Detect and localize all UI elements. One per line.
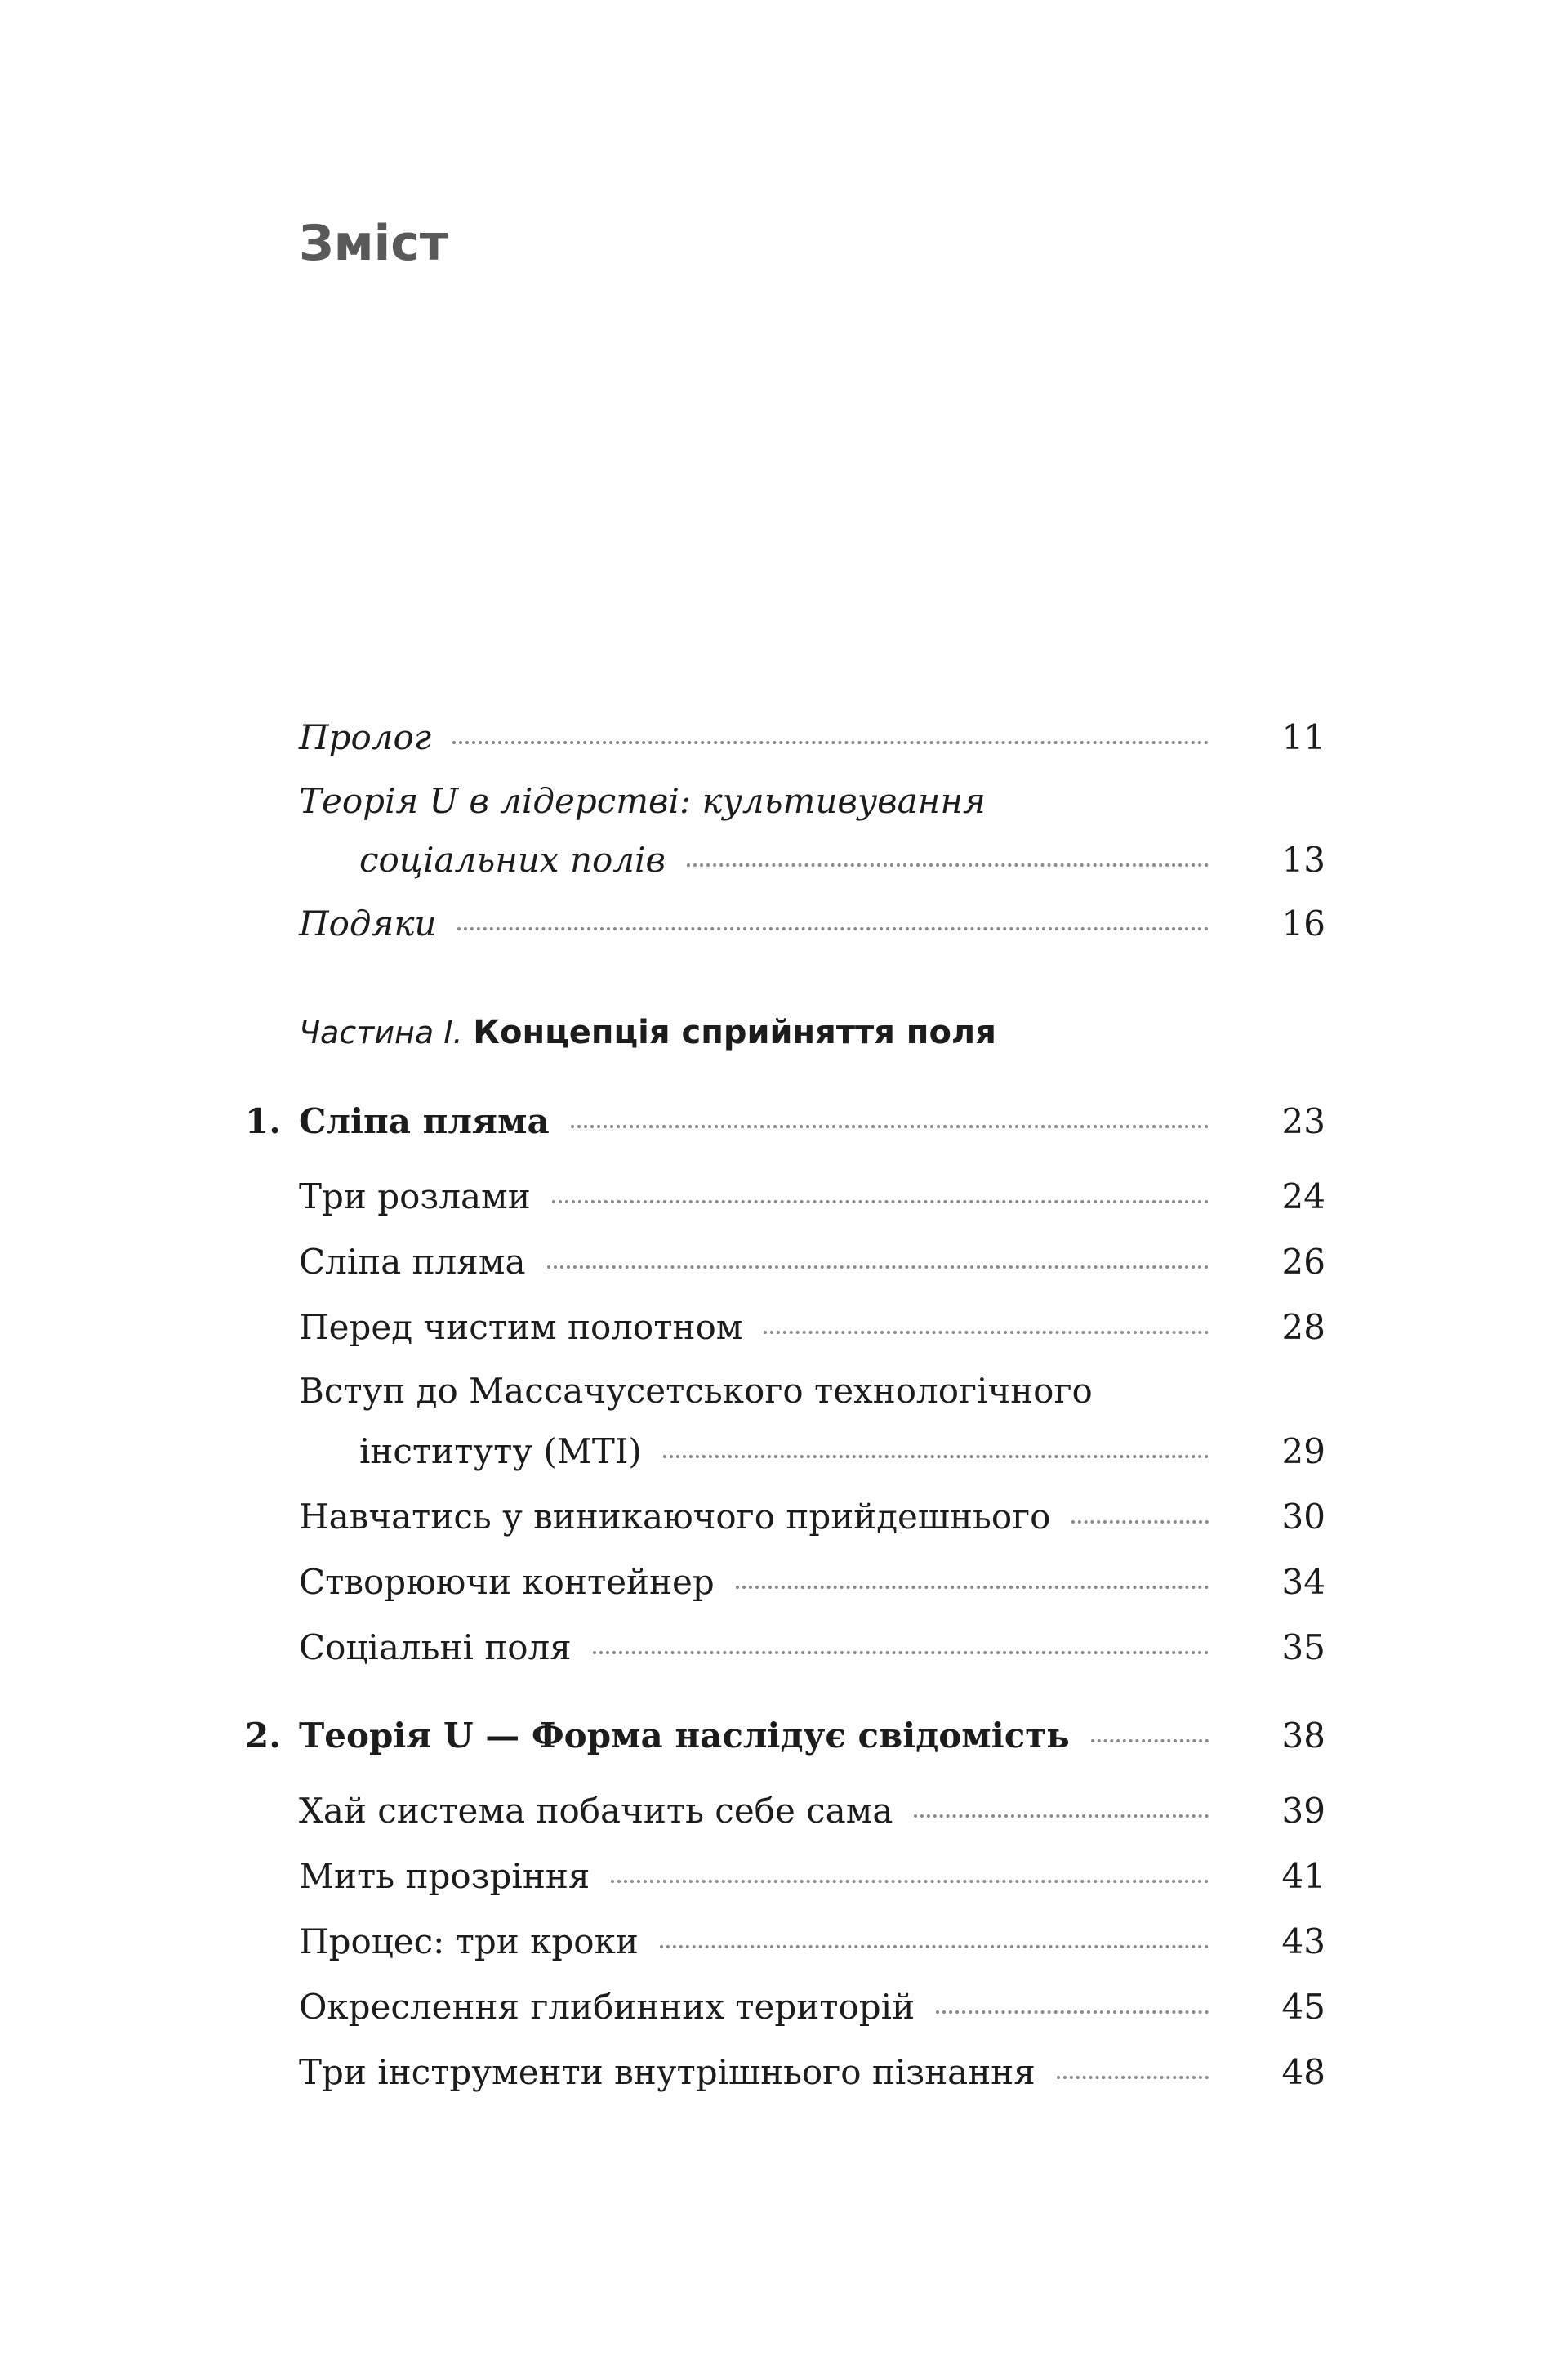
- section-title-line2: інституту (MTI): [359, 1431, 642, 1471]
- toc-section[interactable]: [359, 1431, 1325, 1471]
- dot-leader: [552, 1200, 1209, 1203]
- toc-entry-theory-u-leadership[interactable]: [359, 840, 1325, 880]
- part-title: Концепція сприйняття поля: [473, 1014, 996, 1051]
- dot-leader: [547, 1265, 1209, 1269]
- toc-page-number: 39: [1281, 1791, 1325, 1831]
- toc-entry-title: Пролог: [299, 717, 432, 757]
- toc-section[interactable]: [299, 1921, 1325, 1961]
- dot-leader: [593, 1651, 1209, 1654]
- toc-section[interactable]: [299, 1856, 1325, 1896]
- toc-page-number: 38: [1281, 1716, 1325, 1756]
- dot-leader: [1057, 2076, 1209, 2079]
- toc-page-number: 26: [1281, 1242, 1325, 1282]
- toc-entry-title-line2: соціальних полів: [359, 840, 666, 880]
- toc-page-number: 34: [1281, 1562, 1325, 1602]
- chapter-number: 2.: [245, 1716, 281, 1756]
- toc-section[interactable]: [299, 1562, 1325, 1602]
- toc-section[interactable]: [299, 1307, 1325, 1347]
- section-title: Створюючи контейнер: [299, 1562, 715, 1602]
- section-title: Мить прозріння: [299, 1856, 590, 1896]
- dot-leader: [452, 741, 1208, 744]
- toc-entry-acknowledgements[interactable]: [299, 904, 1325, 944]
- toc-entry-title-line1: Теорія U в лідерстві: культивування: [299, 781, 986, 821]
- toc-page-number: 11: [1281, 717, 1325, 757]
- dot-leader: [571, 1125, 1209, 1128]
- toc-section[interactable]: [299, 1627, 1325, 1667]
- dot-leader: [611, 1880, 1208, 1883]
- section-title: Процес: три кроки: [299, 1921, 639, 1961]
- section-title-line1: Вступ до Массачусетського технологічного: [299, 1371, 1093, 1411]
- part-label: Частина I.: [299, 1015, 463, 1051]
- section-title: Навчатись у виникаючого прийдешнього: [299, 1497, 1051, 1537]
- section-title: Соціальні поля: [299, 1627, 572, 1667]
- toc-page-number: 23: [1281, 1101, 1325, 1141]
- toc-page-number: 35: [1281, 1627, 1325, 1667]
- toc-page-number: 41: [1281, 1856, 1325, 1896]
- toc-page-number: 29: [1281, 1431, 1325, 1471]
- chapter-title: Сліпа пляма: [299, 1101, 550, 1141]
- toc-page-number: 30: [1281, 1497, 1325, 1537]
- dot-leader: [1091, 1739, 1209, 1742]
- toc-page-number: 24: [1281, 1176, 1325, 1216]
- toc-entry-title: Подяки: [299, 904, 437, 944]
- chapter-title: Теорія U — Форма наслідує свідомість: [299, 1716, 1070, 1756]
- section-title: Три інструменти внутрішнього пізнання: [299, 2052, 1036, 2092]
- section-title: Хай система побачить себе сама: [299, 1791, 893, 1831]
- dot-leader: [1071, 1520, 1208, 1524]
- toc-section[interactable]: [299, 2052, 1325, 2092]
- dot-leader: [936, 2010, 1208, 2014]
- dot-leader: [764, 1331, 1208, 1334]
- toc-page-number: 43: [1281, 1921, 1325, 1961]
- toc-page-number: 48: [1281, 2052, 1325, 2092]
- dot-leader: [687, 863, 1209, 867]
- toc-page-number: 16: [1281, 904, 1325, 944]
- section-title: Сліпа пляма: [299, 1242, 526, 1282]
- toc-section[interactable]: [299, 1791, 1325, 1831]
- dot-leader: [663, 1455, 1209, 1458]
- section-title: Перед чистим полотном: [299, 1307, 743, 1347]
- part-heading: [299, 1016, 996, 1049]
- toc-section[interactable]: [299, 1176, 1325, 1216]
- toc-section[interactable]: [299, 1242, 1325, 1282]
- dot-leader: [736, 1586, 1209, 1589]
- chapter-number: 1.: [245, 1101, 281, 1141]
- toc-page-number: 13: [1281, 840, 1325, 880]
- page-title: Зміст: [299, 215, 448, 272]
- section-title: Три розлами: [299, 1176, 531, 1216]
- toc-chapter-1[interactable]: [245, 1101, 1325, 1141]
- dot-leader: [914, 1814, 1208, 1818]
- dot-leader: [660, 1945, 1209, 1948]
- toc-page-number: 45: [1281, 1987, 1325, 2027]
- section-title: Окреслення глибинних територій: [299, 1987, 915, 2027]
- toc-section[interactable]: [299, 1987, 1325, 2027]
- toc-page-number: 28: [1281, 1307, 1325, 1347]
- toc-section[interactable]: [299, 1497, 1325, 1537]
- toc-entry-prologue[interactable]: [299, 717, 1325, 757]
- dot-leader: [457, 927, 1208, 930]
- toc-chapter-2[interactable]: [245, 1716, 1325, 1756]
